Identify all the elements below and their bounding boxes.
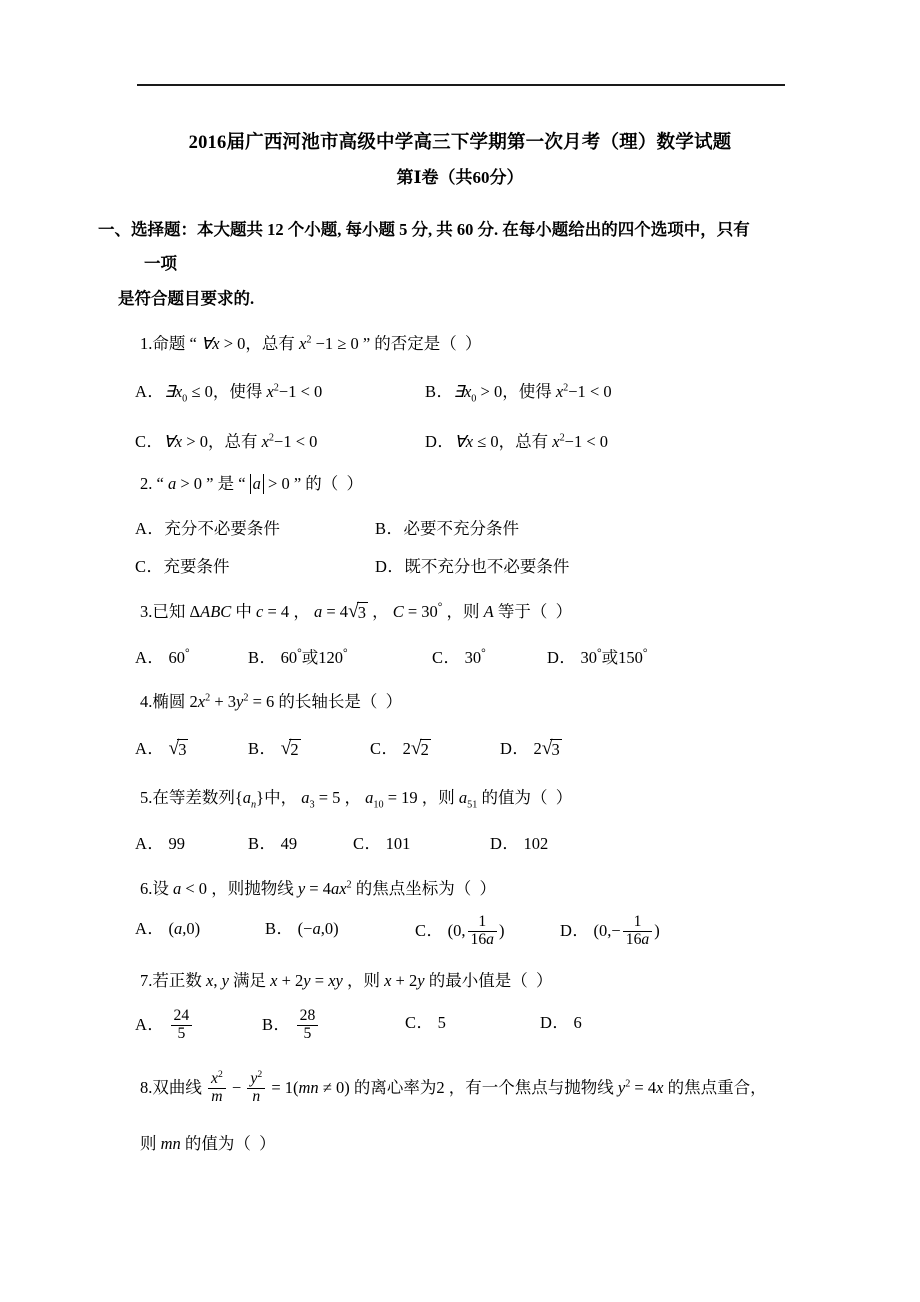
option-7-A[interactable]: A． $\frac{24}{5}$	[135, 1009, 194, 1044]
option-2-C[interactable]: C．充要条件	[135, 557, 230, 576]
option-3-D[interactable]: D． 30°或150°	[547, 647, 648, 667]
option-7-C[interactable]: C． 5	[405, 1013, 446, 1032]
option-5-A[interactable]: A． 99	[135, 834, 186, 853]
question-2-stem: 2. “ a > 0 ” 是 “ a > 0 ” 的（ ）	[140, 474, 364, 493]
option-2-A[interactable]: A．充分不必要条件	[135, 519, 280, 538]
option-6-A[interactable]: A． (a,0)	[135, 919, 201, 938]
option-3-C[interactable]: C． 30°	[432, 647, 486, 667]
option-2-B[interactable]: B．必要不充分条件	[375, 519, 520, 538]
question-8-stem-line1: 8.双曲线 $\frac{x^2}{m}$ − $\frac{y^2}{n}$ = 1(mn ≠ 0) 的离心率为2 ，有一个焦点与抛物线 $y^2 = 4x$ 的焦点重合，	[140, 1068, 767, 1105]
requirement-line: 是符合题目要求的.	[118, 289, 255, 308]
question-6-stem: 6.设 a < 0 ，则抛物线 $y = 4ax^2$ 的焦点坐标为（ ）	[140, 879, 497, 898]
question-1-stem: 1.命题 “ ∀x > 0，总有 $x^2 -1 \ge 0$ ” 的否定是（ ）	[140, 334, 482, 353]
option-3-A[interactable]: A． 60°	[135, 647, 190, 667]
option-4-B[interactable]: B． √2	[248, 738, 299, 759]
question-5-stem: 5.在等差数列$\{a_n\}$中， $a_3 = 5$ ， $a_{10} = 19$ ，则 $a_{51}$ 的值为（ ）	[140, 788, 573, 811]
page-subtitle: 第Ⅰ卷（共60分）	[396, 168, 524, 187]
option-4-A[interactable]: A． √3	[135, 738, 187, 759]
option-6-C[interactable]: C． (0, $\frac{1}{16a}$ )	[415, 913, 505, 948]
option-3-B[interactable]: B． 60°或120°	[248, 647, 348, 667]
question-4-stem: 4.椭圆 $2x^2 + 3y^2 = 6$ 的长轴长是（ ）	[140, 692, 403, 711]
option-6-D[interactable]: D． (0,− $\frac{1}{16a}$ )	[560, 913, 660, 948]
option-5-B[interactable]: B． 49	[248, 834, 298, 853]
question-7-stem: 7.若正数 x, y 满足 x + 2y = xy ，则 x + 2y 的最小值是（ ）	[140, 971, 553, 990]
option-2-D[interactable]: D．既不充分也不必要条件	[375, 557, 570, 576]
option-1-C[interactable]: C．∀x > 0，总有 $x^2-1 < 0$	[135, 432, 318, 451]
page-title: 2016届广西河池市高级中学高三下学期第一次月考（理）数学试题	[188, 133, 732, 153]
header-rule	[137, 84, 785, 86]
option-5-D[interactable]: D． 102	[490, 834, 549, 853]
section-intro-line1: 一、选择题：本大题共 12 个小题, 每小题 5 分, 共 60 分. 在每小题给出的四个选项中，只有	[98, 220, 750, 239]
option-1-B[interactable]: B．$\exists x_0 > 0$，使得 $x^2-1 < 0$	[425, 382, 612, 405]
option-7-D[interactable]: D． 6	[540, 1013, 582, 1032]
question-8-stem-line2: 则 mn 的值为（ ）	[140, 1134, 276, 1153]
option-7-B[interactable]: B． $\frac{28}{5}$	[262, 1009, 320, 1044]
option-1-D[interactable]: D．∀x ≤ 0，总有 $x^2-1 < 0$	[425, 432, 609, 451]
option-6-B[interactable]: B． (−a,0)	[265, 919, 339, 938]
section-one-intro	[98, 213, 828, 281]
option-4-C[interactable]: C． 2√2	[370, 738, 429, 759]
question-3-stem: 3.已知 ΔABC 中 c = 4 ， a = 4√3 ， C = 30° ，则 A 等于（ ）	[140, 601, 573, 622]
section-intro-line2: 一项	[144, 254, 177, 273]
option-1-A[interactable]: A．$\exists x_0 \le 0$，使得 $x^2-1 < 0$	[135, 382, 323, 405]
option-5-C[interactable]: C． 101	[353, 834, 411, 853]
option-4-D[interactable]: D． 2√3	[500, 738, 560, 759]
